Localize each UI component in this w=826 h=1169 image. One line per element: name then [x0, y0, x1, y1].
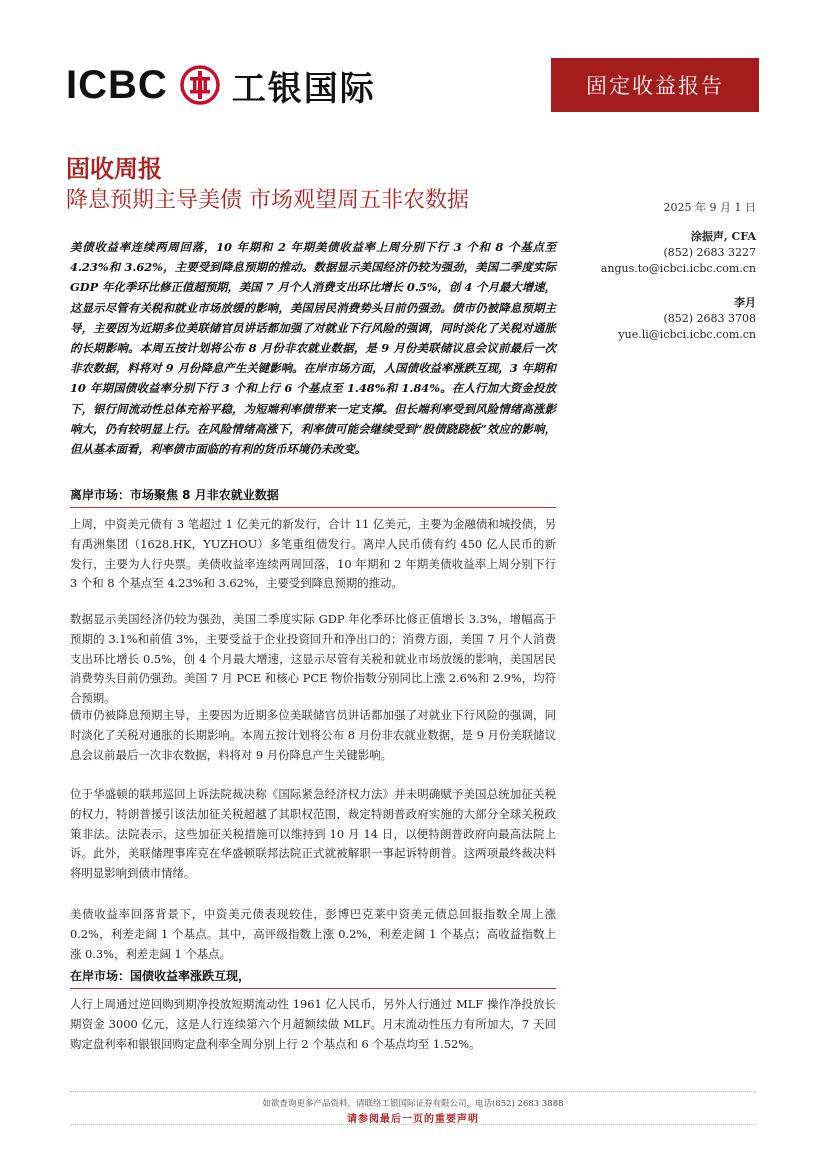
analyst-email[interactable]: angus.to@icbci.icbc.com.cn [600, 262, 756, 275]
body-paragraph: 债市仍被降息预期主导，主要因为近期多位美联储官员讲话都加强了对就业下行风险的强调，同时淡化了关税对通胀的长期影响。本周五按计划将公布 8 月份非农就业数据，是 9 月份美联储议息会议前最后一次非农数据，料将对 9 月份降息产生关键影响。 [70, 708, 556, 762]
footer-divider [70, 1124, 756, 1125]
analyst-phone: (852) 2683 3227 [663, 246, 756, 259]
report-subtitle: 降息预期主导美债 市场观望周五非农数据 [66, 188, 469, 213]
logo-cn-text: 工银国际 [231, 68, 376, 109]
company-logo [66, 60, 376, 110]
footer-divider [70, 1091, 756, 1092]
section-heading-onshore: 在岸市场：国债收益率涨跌互现， [70, 969, 251, 983]
footer-contact: 如欲查询更多产品资料，请联络工银国际证券有限公司，电话(852) 2683 3888 [262, 1099, 564, 1109]
report-date: 2025 年 9 月 1 日 [663, 201, 756, 214]
section-divider [70, 507, 556, 508]
body-paragraph: 位于华盛顿的联邦巡回上诉法院裁决称《国际紧急经济权力法》并未明确赋予美国总统加征关税的权力，特朗普援引该法加征关税超越了其职权范围，裁定特朗普政府实施的大部分全球关税政策非法。法院表示，这些加征关税措施可以维持到 10 月 14 日，以便特朗普政府向最高法院上诉。此外，美联储理事库克在华盛顿联邦法院正式就被解职一事起诉特朗普。这两项最终裁决料将明显影响到债市情绪。 [70, 787, 556, 881]
report-title: 固收周报 [66, 155, 162, 183]
body-paragraph: 数据显示美国经济仍较为强劲，美国二季度实际 GDP 年化季环比修正值增长 3.3%，增幅高于预期的 3.1%和前值 3%，主要受益于企业投资回升和净出口的；消费方面，美国 7 月个人消费支出环比增长 0.5%，创 4 个月最大增速，这显示尽管有关税和就业市场放缓的影响，美国居民消费势头目前仍强劲。美国 7 月 PCE 和核心 PCE 物价指数分别同比上涨 2.6%和 2.9%，均符合预期。 [70, 612, 556, 706]
section-heading-offshore: 离岸市场：市场聚焦 8 月非农就业数据 [70, 488, 279, 502]
body-paragraph: 人行上周通过逆回购到期净投放短期流动性 1961 亿人民币，另外人行通过 MLF 操作净投放长期资金 3000 亿元，这是人行连续第六个月超额续做 MLF。月末流动性压力有所加大，7 天回购定盘利率和银银回购定盘利率全周分别上行 2 个基点和 6 个基点均至 1.52%。 [70, 997, 556, 1051]
analyst-contacts [566, 229, 756, 343]
report-type-banner: 固定收益报告 [551, 58, 759, 112]
executive-summary: 美债收益率连续两周回落，10 年期和 2 年期美债收益率上周分别下行 3 个和 8 个基点至 4.23%和 3.62%，主要受到降息预期的推动。数据显示美国经济仍较为强劲，美国二季度实际 GDP 年化季环比修正值超预期，美国 7 月个人消费支出环比增长 0.5%，创 4 个月最大增速，这显示尽管有关税和就业市场放缓的影响，美国居民消费势头目前仍强劲。债市仍被降息预期主导，主要因为近期多位美联储官员讲话都加强了对就业下行风险的强调，同时淡化了关税对通胀的长期影响。本周五按计划将公布 8 月份非农就业数据，是 9 月份美联储议息会议前最后一次非农数据，料将对 9 月份降息产生关键影响。在岸市场方面，人国债收益率涨跌互现，3 年期和 10 年期国债收益率分别下行 3 个和上行 6 个基点至 1.48%和 1.84%。在人行加大资金投放下，银行间流动性总体充裕平稳，为短端利率债带来一定支撑。但长端利率受到风险情绪高涨影响大，仍有较明显上行。在风险情绪高涨下，利率债可能会继续受到“股债跷跷板”效应的影响，但从基本面看，利率债市面临的有利的货币环境仍未改变。 [70, 240, 556, 457]
body-paragraph: 上周，中资美元债有 3 笔超过 1 亿美元的新发行，合计 11 亿美元，主要为金融债和城投债，另有禹洲集团（1628.HK，YUZHOU）多笔重组债发行。离岸人民币债有约 450 亿人民币的新发行，主要为人行央票。美债收益率连续两周回落，10 年期和 2 年期美债收益率上周分别下行 3 个和 8 个基点至 4.23%和 3.62%，主要受到降息预期的推动。 [70, 517, 556, 591]
analyst-name: 李月 [734, 296, 756, 309]
analyst-email[interactable]: yue.li@icbci.icbc.com.cn [618, 328, 756, 341]
analyst-name: 涂振声, CFA [690, 230, 756, 243]
section-divider [70, 988, 556, 989]
logo-icbc-text: ICBC [66, 62, 168, 107]
icbc-emblem-icon [180, 65, 220, 105]
analyst-phone: (852) 2683 3708 [663, 312, 756, 325]
footer-disclaimer[interactable]: 请参阅最后一页的重要声明 [347, 1114, 479, 1125]
body-paragraph: 美债收益率回落背景下，中资美元债表现较佳，彭博巴克莱中资美元债总回报指数全周上涨 0.2%，利差走阔 1 个基点。其中，高评级指数上涨 0.2%，利差走阔 1 个基点；高收益指数上涨 0.3%，利差走阔 1 个基点。 [70, 907, 556, 961]
